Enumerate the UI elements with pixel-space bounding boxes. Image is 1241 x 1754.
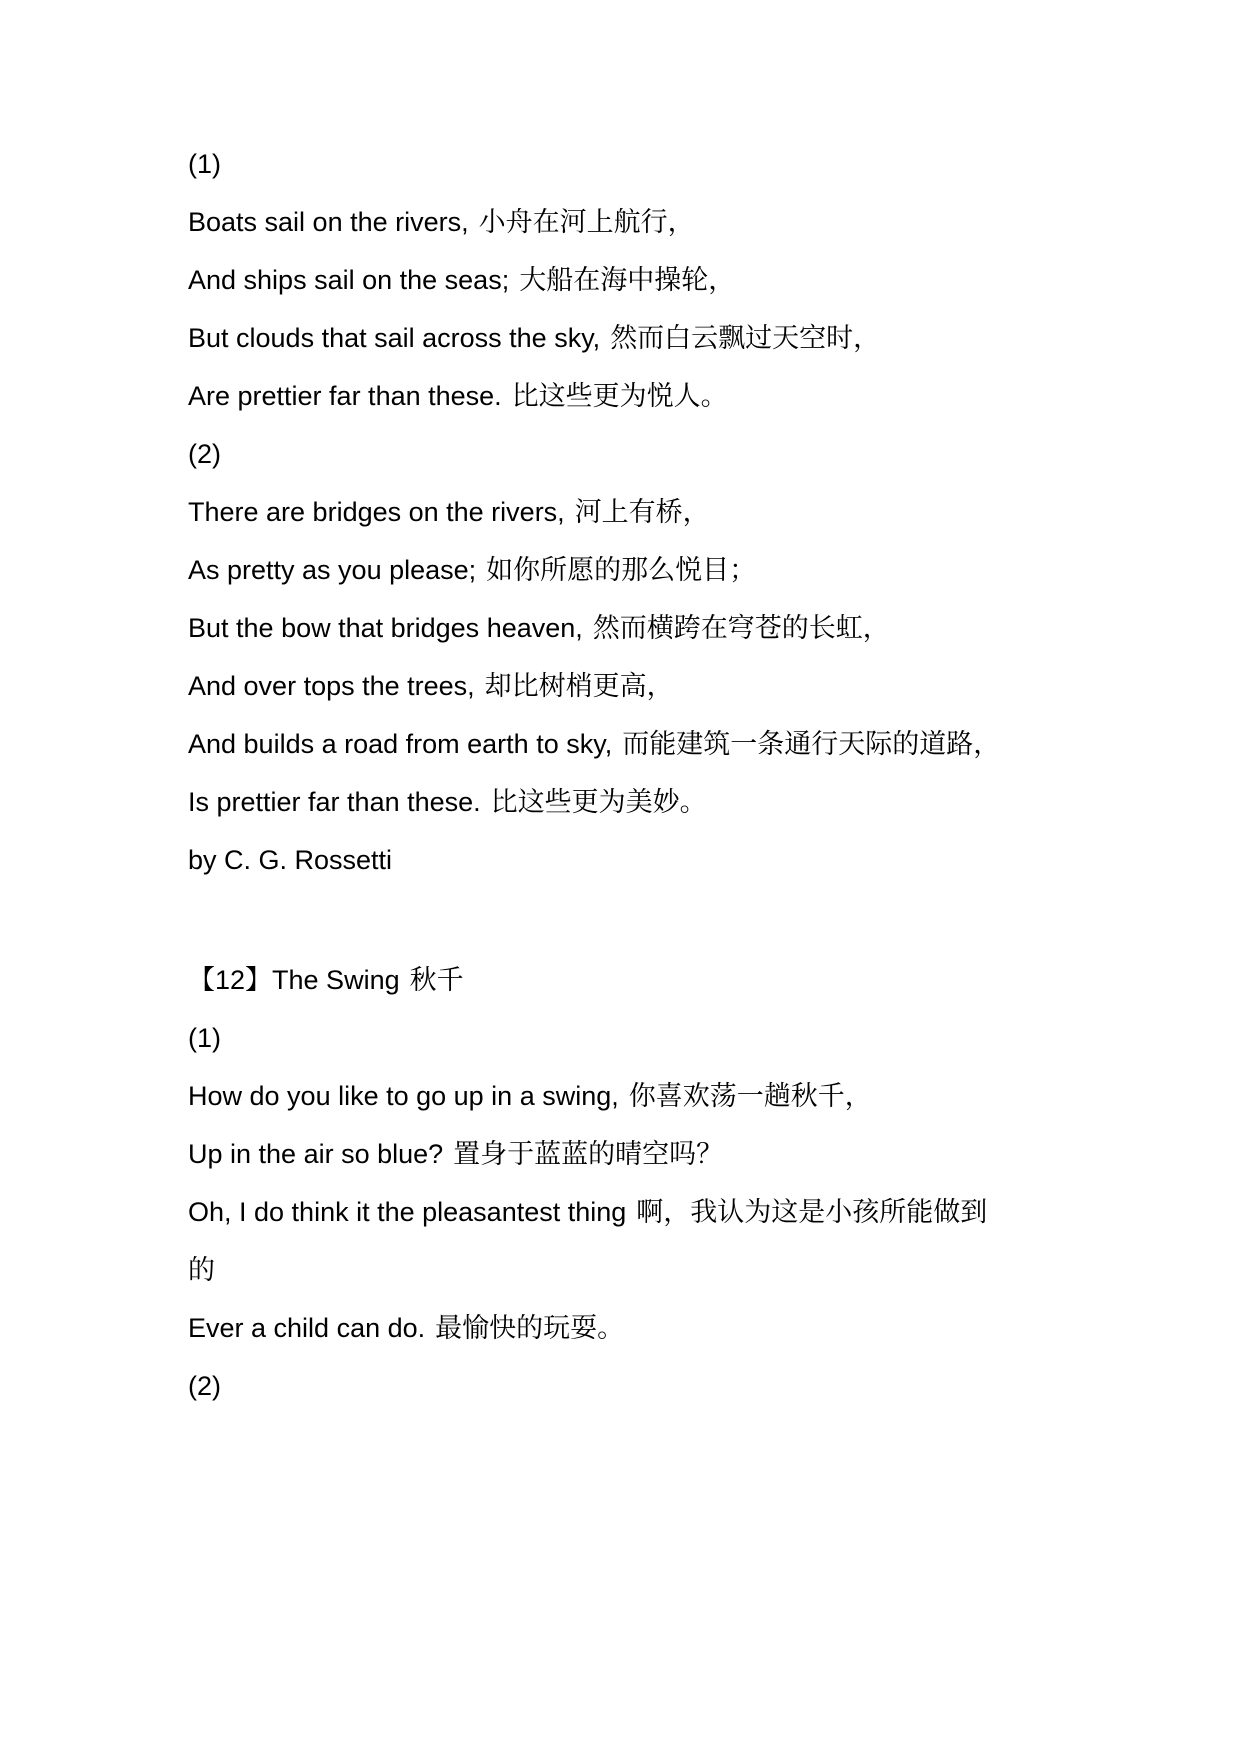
poem-line bbox=[188, 1310, 1088, 1346]
poem-line bbox=[188, 610, 1088, 646]
line-chinese: 啊，我认为这是小孩所能做到 bbox=[636, 1197, 988, 1228]
poem-line bbox=[188, 1136, 1088, 1172]
line-english: Oh, I do think it the pleasantest thing bbox=[188, 1197, 627, 1227]
line-english: There are bridges on the rivers, bbox=[188, 497, 565, 527]
line-english: How do you like to go up in a swing, bbox=[188, 1081, 619, 1111]
line-english: But clouds that sail across the sky, bbox=[188, 323, 601, 353]
poem-line bbox=[188, 668, 1088, 704]
poem-heading bbox=[188, 962, 1088, 998]
poem-line bbox=[188, 1078, 1088, 1114]
stanza-marker bbox=[188, 1368, 1088, 1404]
heading-chinese: 秋千 bbox=[409, 965, 464, 996]
line-english: As pretty as you please; bbox=[188, 555, 477, 585]
line-chinese: 的 bbox=[188, 1255, 215, 1286]
line-chinese: 如你所愿的那么悦目； bbox=[486, 555, 757, 586]
stanza-marker-text: (1) bbox=[188, 149, 221, 179]
line-chinese: 小舟在河上航行， bbox=[478, 207, 695, 238]
heading-english: 【12】The Swing bbox=[188, 965, 400, 995]
poem-line-continuation bbox=[188, 1252, 1088, 1288]
stanza-marker-text: (2) bbox=[188, 1371, 221, 1401]
poem-line bbox=[188, 552, 1088, 588]
line-english: Is prettier far than these. bbox=[188, 787, 481, 817]
line-chinese: 然而横跨在穹苍的长虹， bbox=[592, 613, 890, 644]
stanza-marker bbox=[188, 1020, 1088, 1056]
poem-author bbox=[188, 842, 1088, 878]
line-chinese: 大船在海中操轮， bbox=[519, 265, 736, 296]
line-chinese: 河上有桥， bbox=[574, 497, 710, 528]
line-chinese: 比这些更为悦人。 bbox=[511, 381, 728, 412]
line-chinese: 置身于蓝蓝的晴空吗？ bbox=[453, 1139, 724, 1170]
stanza-marker bbox=[188, 146, 1088, 182]
line-english: And over tops the trees, bbox=[188, 671, 475, 701]
line-english: Are prettier far than these. bbox=[188, 381, 502, 411]
line-chinese: 你喜欢荡一趟秋千， bbox=[628, 1081, 872, 1112]
poem-line bbox=[188, 320, 1088, 356]
poem-line bbox=[188, 1194, 1088, 1230]
author-text: by C. G. Rossetti bbox=[188, 845, 393, 875]
line-chinese: 却比树梢更高， bbox=[484, 671, 674, 702]
line-english: Boats sail on the rivers, bbox=[188, 207, 469, 237]
poem-line bbox=[188, 494, 1088, 530]
poem-line bbox=[188, 262, 1088, 298]
line-chinese: 比这些更为美妙。 bbox=[490, 787, 707, 818]
stanza-marker-text: (1) bbox=[188, 1023, 221, 1053]
line-english: And ships sail on the seas; bbox=[188, 265, 510, 295]
poem-line bbox=[188, 378, 1088, 414]
line-english: Up in the air so blue? bbox=[188, 1139, 444, 1169]
line-chinese: 最愉快的玩耍。 bbox=[435, 1313, 625, 1344]
poem-line bbox=[188, 726, 1088, 762]
line-english: And builds a road from earth to sky, bbox=[188, 729, 613, 759]
poem-line bbox=[188, 204, 1088, 240]
poem-line bbox=[188, 784, 1088, 820]
line-chinese: 然而白云飘过天空时， bbox=[610, 323, 881, 354]
stanza-marker bbox=[188, 436, 1088, 472]
line-english: But the bow that bridges heaven, bbox=[188, 613, 583, 643]
stanza-marker-text: (2) bbox=[188, 439, 221, 469]
line-english: Ever a child can do. bbox=[188, 1313, 426, 1343]
line-chinese: 而能建筑一条通行天际的道路， bbox=[622, 729, 1001, 760]
